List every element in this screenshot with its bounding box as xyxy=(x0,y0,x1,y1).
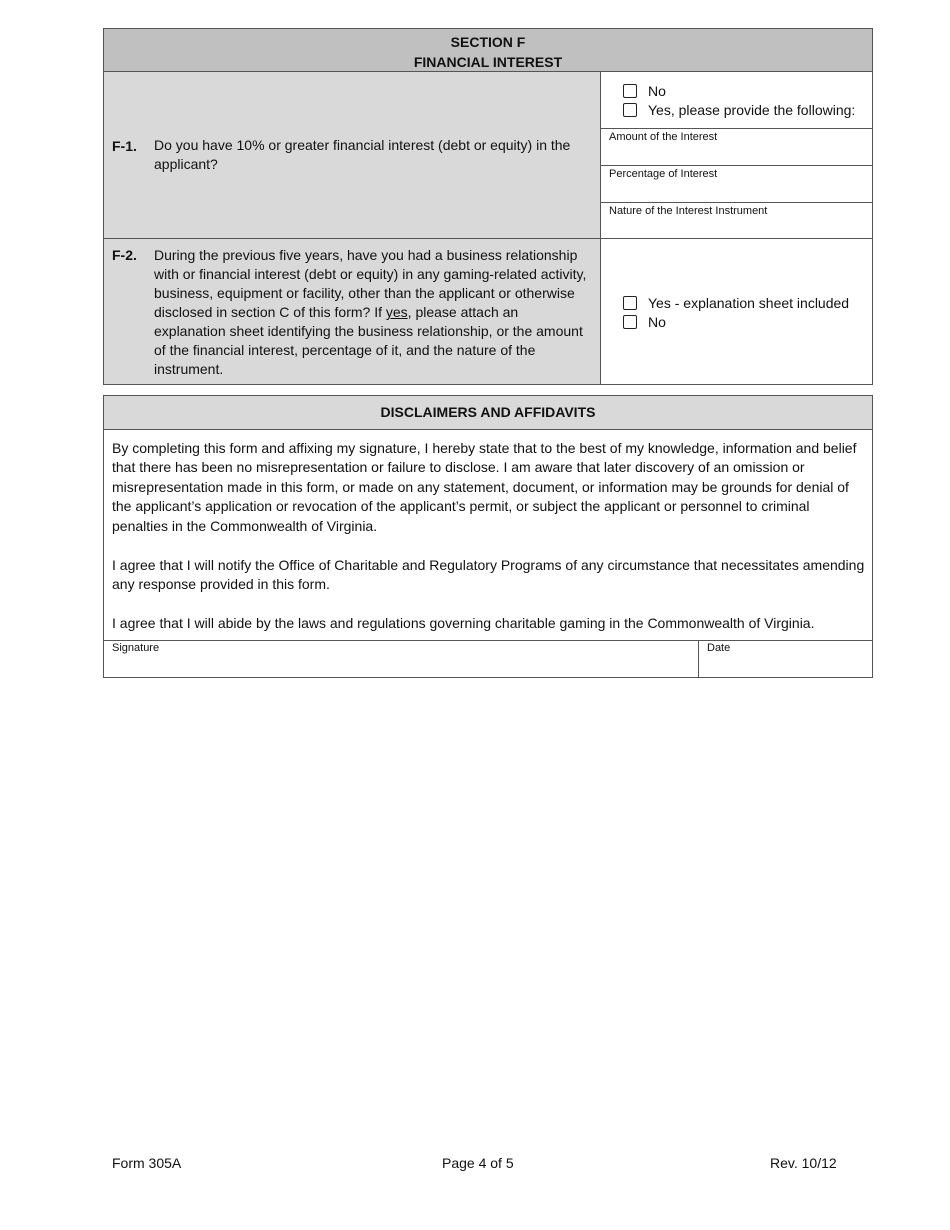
f1-yes-label: Yes, please provide the following: xyxy=(648,101,856,118)
signature-row xyxy=(104,640,872,677)
question-f1-cell xyxy=(104,72,601,238)
section-f-header xyxy=(104,29,872,72)
percentage-of-interest-label: Percentage of Interest xyxy=(609,168,718,180)
f1-yes-checkbox[interactable] xyxy=(623,103,637,117)
footer-page-number: Page 4 of 5 xyxy=(442,1155,514,1171)
disclaimers-table xyxy=(103,395,873,678)
question-row-f1 xyxy=(104,72,872,239)
question-number-f2: F-2. xyxy=(112,247,137,263)
answer-f2-cell xyxy=(601,239,872,384)
footer-form-number: Form 305A xyxy=(112,1155,182,1171)
question-text-f2-part2: , please attach an explanation sheet identifying the business relationship, or the amount of the financial interest, percentage of it, and the nature of the instrument. xyxy=(154,304,583,377)
question-text-f2-part1: During the previous five years, have you had a business relationship with or financial interest (debt or equity) in any gaming-related activity, business, equipment or facility, other than the applicant or otherwise disclosed in section C of this form? If xyxy=(154,247,587,320)
disclaimers-header: DISCLAIMERS AND AFFIDAVITS xyxy=(104,396,872,430)
question-text-f2 xyxy=(154,246,592,379)
question-text-f1: Do you have 10% or greater financial interest (debt or equity) in the applicant? xyxy=(154,137,571,172)
percentage-of-interest-field[interactable] xyxy=(601,165,872,202)
date-label: Date xyxy=(707,642,731,654)
section-f-table xyxy=(103,28,873,385)
f2-yes-checkbox[interactable] xyxy=(623,296,637,310)
question-number-f1: F-1. xyxy=(112,138,137,154)
signature-field[interactable] xyxy=(104,641,699,677)
question-text-f2-yes: yes xyxy=(385,304,408,320)
disclaimer-paragraph-3: I agree that I will abide by the laws and regulations governing charitable gaming in the Commonwealth of Virginia. xyxy=(112,615,815,631)
section-f-title: SECTION F xyxy=(450,34,526,50)
f1-no-checkbox[interactable] xyxy=(623,84,637,98)
f2-no-checkbox[interactable] xyxy=(623,315,637,329)
f1-yes-option[interactable] xyxy=(623,100,855,119)
disclaimer-paragraph-2: I agree that I will notify the Office of Charitable and Regulatory Programs of any circumstance that necessitates amending any response provided in this form. xyxy=(112,557,865,593)
amount-of-interest-label: Amount of the Interest xyxy=(609,131,718,143)
f1-no-label: No xyxy=(648,82,666,99)
f2-no-label: No xyxy=(648,313,666,330)
question-row-f2 xyxy=(104,239,872,384)
f1-no-option[interactable] xyxy=(623,81,666,100)
nature-of-instrument-field[interactable] xyxy=(601,202,872,239)
footer-revision: Rev. 10/12 xyxy=(770,1155,837,1171)
date-field[interactable] xyxy=(699,641,872,677)
amount-of-interest-field[interactable] xyxy=(601,128,872,165)
signature-label: Signature xyxy=(112,642,160,654)
f2-yes-label: Yes - explanation sheet included xyxy=(648,294,850,311)
f2-yes-option[interactable] xyxy=(623,293,849,312)
f2-no-option[interactable] xyxy=(623,312,666,331)
question-f2-cell xyxy=(104,239,601,384)
disclaimer-paragraph-1: By completing this form and affixing my signature, I hereby state that to the best of my knowledge, information and belief that there has been no misrepresentation or failure to disclose. I am aware that later discovery of an omission or misrepresentation made in this form, or made on any statement, document, or information may be grounds for denial of the applicant’s application or revocation of the applicant’s permit, or subject the applicant or personnel to criminal penalties in the Commonwealth of Virginia. xyxy=(112,440,857,534)
section-f-subtitle: FINANCIAL INTEREST xyxy=(413,54,563,70)
nature-of-instrument-label: Nature of the Interest Instrument xyxy=(609,205,768,217)
answer-f1-cell xyxy=(601,72,872,238)
